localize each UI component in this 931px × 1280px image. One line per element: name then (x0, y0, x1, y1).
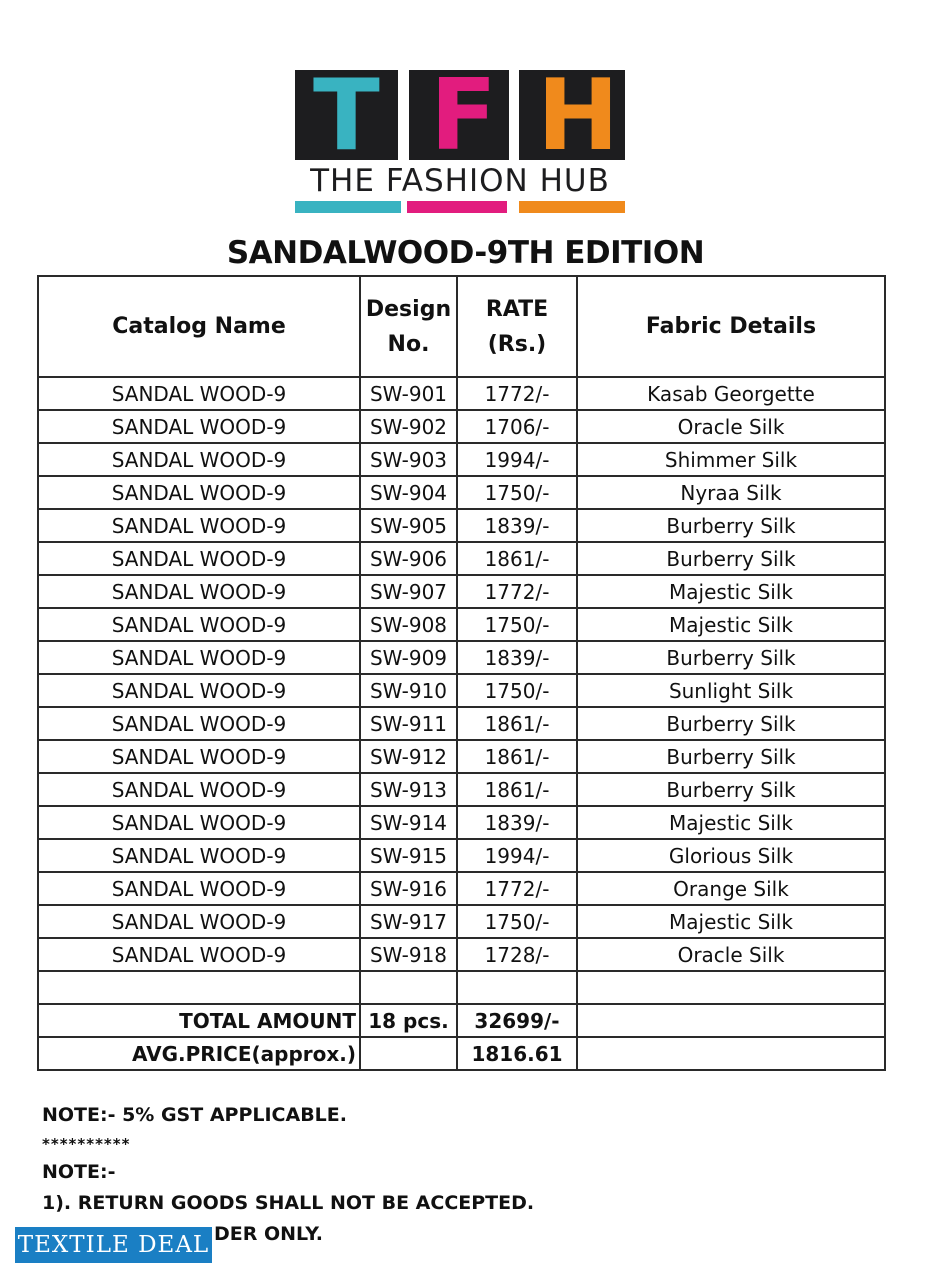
cell-design: SW-910 (360, 674, 457, 707)
cell-catalog: SANDAL WOOD-9 (38, 608, 360, 641)
cell-rate: 1861/- (457, 707, 577, 740)
logo-bar-teal (295, 201, 401, 213)
cell-design: SW-917 (360, 905, 457, 938)
cell-fabric: Burberry Silk (577, 542, 885, 575)
cell-catalog: SANDAL WOOD-9 (38, 641, 360, 674)
cell-fabric: Burberry Silk (577, 509, 885, 542)
table-row (38, 575, 885, 608)
total-row (38, 1004, 885, 1037)
cell-rate: 1772/- (457, 872, 577, 905)
cell-design: SW-905 (360, 509, 457, 542)
cell-catalog: SANDAL WOOD-9 (38, 542, 360, 575)
cell-design: SW-908 (360, 608, 457, 641)
cell-rate: 1839/- (457, 806, 577, 839)
table-row (38, 773, 885, 806)
cell-catalog: SANDAL WOOD-9 (38, 938, 360, 971)
table-row (38, 938, 885, 971)
cell-fabric: Orange Silk (577, 872, 885, 905)
average-row (38, 1037, 885, 1070)
cell-rate: 1750/- (457, 476, 577, 509)
cell-design: SW-911 (360, 707, 457, 740)
table-header-row (38, 276, 885, 377)
table-row (38, 839, 885, 872)
cell-rate: 1839/- (457, 509, 577, 542)
header-design-no (360, 276, 457, 377)
cell-rate: 1839/- (457, 641, 577, 674)
cell-catalog: SANDAL WOOD-9 (38, 674, 360, 707)
cell-catalog: SANDAL WOOD-9 (38, 872, 360, 905)
average-label: AVG.PRICE(approx.) (38, 1037, 360, 1070)
cell-catalog: SANDAL WOOD-9 (38, 443, 360, 476)
cell-fabric: Majestic Silk (577, 905, 885, 938)
cell-design: SW-913 (360, 773, 457, 806)
cell-catalog: SANDAL WOOD-9 (38, 707, 360, 740)
total-pieces: 18 pcs. (360, 1004, 457, 1037)
table-row (38, 674, 885, 707)
cell-rate: 1861/- (457, 542, 577, 575)
cell-rate: 1861/- (457, 773, 577, 806)
logo-bar-orange (519, 201, 625, 213)
cell-catalog: SANDAL WOOD-9 (38, 740, 360, 773)
cell-catalog: SANDAL WOOD-9 (38, 410, 360, 443)
cell-rate: 1750/- (457, 674, 577, 707)
cell-rate: 1728/- (457, 938, 577, 971)
note-separator: ********** (42, 1135, 131, 1153)
cell-rate: 1772/- (457, 575, 577, 608)
average-amount: 1816.61 (457, 1037, 577, 1070)
cell-fabric: Oracle Silk (577, 938, 885, 971)
header-fabric-details: Fabric Details (577, 276, 885, 377)
cell-design: SW-918 (360, 938, 457, 971)
cell-fabric: Burberry Silk (577, 641, 885, 674)
logo-bar-pink (407, 201, 507, 213)
cell-catalog: SANDAL WOOD-9 (38, 575, 360, 608)
cell-catalog: SANDAL WOOD-9 (38, 377, 360, 410)
cell-design: SW-915 (360, 839, 457, 872)
table-row (38, 872, 885, 905)
cell-design: SW-904 (360, 476, 457, 509)
cell-design: SW-912 (360, 740, 457, 773)
logo-letter-t: T (313, 59, 380, 173)
table-row (38, 707, 885, 740)
cell-fabric: Oracle Silk (577, 410, 885, 443)
header-rate (457, 276, 577, 377)
header-design-line2: No. (387, 331, 430, 357)
cell-catalog: SANDAL WOOD-9 (38, 476, 360, 509)
cell-catalog: SANDAL WOOD-9 (38, 839, 360, 872)
total-amount: 32699/- (457, 1004, 577, 1037)
table-row (38, 542, 885, 575)
brand-logo (295, 59, 625, 215)
table-row-empty (38, 971, 885, 1004)
table-row (38, 476, 885, 509)
cell-design: SW-914 (360, 806, 457, 839)
cell-rate: 1750/- (457, 905, 577, 938)
cell-design: SW-902 (360, 410, 457, 443)
header-design-line1: Design (365, 296, 452, 322)
cell-catalog: SANDAL WOOD-9 (38, 509, 360, 542)
cell-fabric: Burberry Silk (577, 773, 885, 806)
page-title: SANDALWOOD-9TH EDITION (226, 235, 705, 271)
cell-rate: 1994/- (457, 443, 577, 476)
note-label: NOTE:- (42, 1161, 116, 1183)
cell-fabric: Sunlight Silk (577, 674, 885, 707)
note-line-2: DER ONLY. (214, 1223, 324, 1245)
cell-catalog: SANDAL WOOD-9 (38, 806, 360, 839)
cell-design: SW-901 (360, 377, 457, 410)
cell-rate: 1861/- (457, 740, 577, 773)
cell-design: SW-909 (360, 641, 457, 674)
table-row (38, 509, 885, 542)
table-row (38, 740, 885, 773)
cell-fabric: Nyraa Silk (577, 476, 885, 509)
cell-rate: 1750/- (457, 608, 577, 641)
table-row (38, 641, 885, 674)
cell-fabric: Shimmer Silk (577, 443, 885, 476)
cell-fabric: Burberry Silk (577, 707, 885, 740)
catalog-table (37, 275, 886, 1071)
cell-fabric: Burberry Silk (577, 740, 885, 773)
table-row (38, 443, 885, 476)
cell-catalog: SANDAL WOOD-9 (38, 773, 360, 806)
note-gst: NOTE:- 5% GST APPLICABLE. (42, 1104, 347, 1126)
cell-fabric: Majestic Silk (577, 806, 885, 839)
cell-rate: 1772/- (457, 377, 577, 410)
header-rate-line2: (Rs.) (487, 331, 547, 357)
table-row (38, 905, 885, 938)
table-row (38, 377, 885, 410)
cell-design: SW-903 (360, 443, 457, 476)
table-row (38, 410, 885, 443)
header-rate-line1: RATE (485, 296, 549, 322)
note-line-1: 1). RETURN GOODS SHALL NOT BE ACCEPTED. (42, 1192, 535, 1214)
cell-fabric: Kasab Georgette (577, 377, 885, 410)
cell-fabric: Glorious Silk (577, 839, 885, 872)
cell-design: SW-916 (360, 872, 457, 905)
cell-rate: 1994/- (457, 839, 577, 872)
cell-rate: 1706/- (457, 410, 577, 443)
table-row (38, 806, 885, 839)
cell-design: SW-906 (360, 542, 457, 575)
cell-fabric: Majestic Silk (577, 608, 885, 641)
cell-fabric: Majestic Silk (577, 575, 885, 608)
cell-catalog: SANDAL WOOD-9 (38, 905, 360, 938)
table-row (38, 608, 885, 641)
header-catalog-name: Catalog Name (38, 276, 360, 377)
logo-tagline: THE FASHION HUB (310, 163, 610, 199)
watermark-badge: TEXTILE DEAL (15, 1227, 212, 1263)
logo-letter-h: H (537, 59, 620, 173)
cell-design: SW-907 (360, 575, 457, 608)
total-label: TOTAL AMOUNT (38, 1004, 360, 1037)
logo-letter-f: F (430, 59, 497, 173)
